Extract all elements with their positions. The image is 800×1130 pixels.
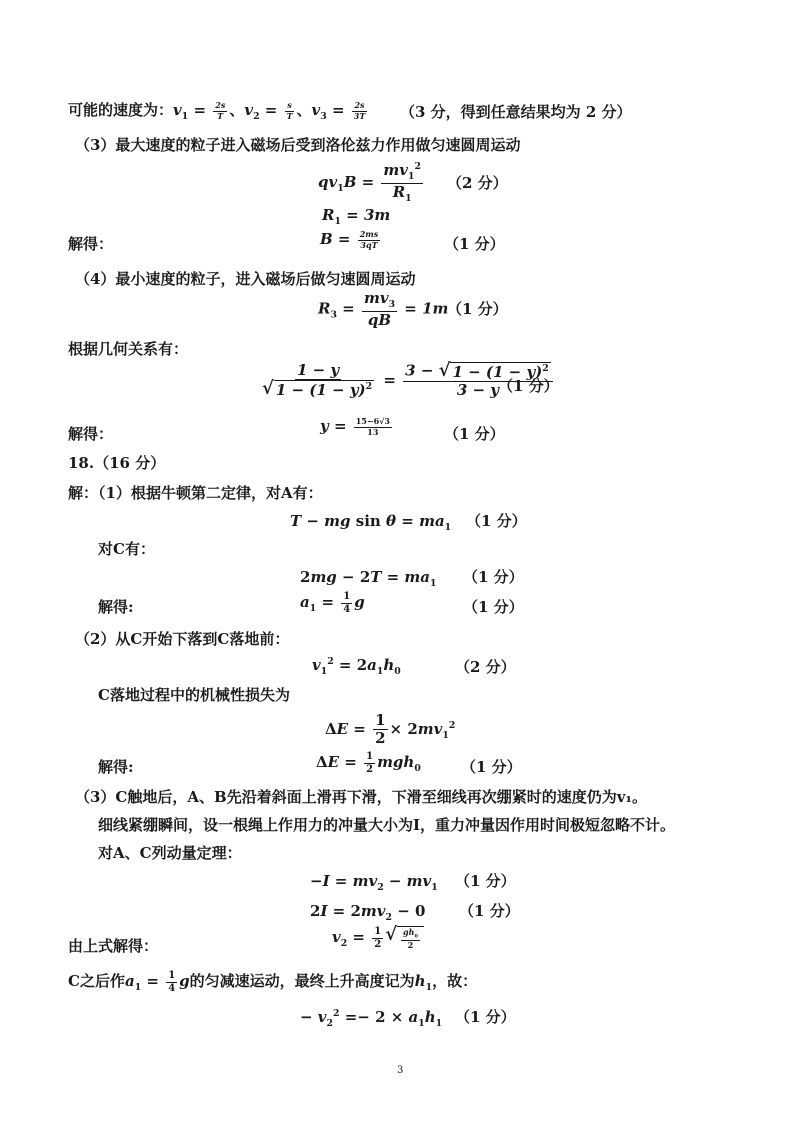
part3b-line2: 细线紧绷瞬间，设一根绳上作用力的冲量大小为I，重力冲量因作用时间极短忽略不计。 — [98, 816, 676, 834]
score-newton-c: （1 分） — [463, 568, 524, 586]
score-y: （1 分） — [444, 425, 505, 443]
r3-equation: $R_3$ = $\frac{mv_3}{qB}$ = 1m — [318, 289, 449, 329]
part2-heading: （2）从C开始下落到C落地前： — [75, 630, 290, 648]
r3-value: 1m — [422, 299, 449, 318]
score-a1: （1 分） — [463, 598, 524, 616]
final-line — [68, 970, 477, 994]
solve-label-a1: 解得: — [98, 598, 134, 616]
part3b-line1: （3）C触地后，A、B先沿着斜面上滑再下滑，下滑至细线再次绷紧时的速度仍为v₁。 — [75, 788, 647, 806]
score-r3: （1 分） — [447, 300, 508, 318]
newton-a-equation: T − mg $\sin \theta = ma_1$ — [290, 512, 452, 533]
q18-intro: 解：（1）根据牛顿第二定律，对A有： — [68, 484, 323, 502]
de-result-equation: ΔE = $\frac{1}{2}$ mgh$_0$ — [316, 751, 421, 775]
speed-v3: $v_3$ = — [311, 101, 350, 122]
final-h1: $h_1$ — [414, 972, 433, 993]
momentum-c-equation: $2I = 2mv_2 - 0$ — [310, 902, 426, 923]
v2-equation: $v_2$ = $\frac{1}{2}$ √ $\frac{gh_0}{2}$ — [332, 926, 424, 950]
frac-2s-over-3T: $\frac{2s}{3T}$ — [353, 100, 366, 121]
geometry-line: 根据几何关系有： — [68, 340, 189, 358]
final-line-pre: C之后作 — [68, 972, 125, 990]
speed-v1: $v_1$ = — [173, 101, 212, 122]
lorentz-equation: $qv_1B$ = $\frac{mv_1^2}{R_1}$ — [318, 161, 421, 204]
sep-1: 、 — [229, 101, 245, 119]
score-momentum-c: （1 分） — [459, 902, 520, 920]
score-geometry: （1 分） — [498, 377, 559, 395]
derive-line: 由上式解得： — [68, 937, 159, 955]
solve-label-de: 解得: — [98, 758, 134, 776]
score-lorentz: （2 分） — [447, 174, 508, 192]
score-kinematics: （2 分） — [455, 658, 516, 676]
energy-loss-line: C落地过程中的机械性损失为 — [98, 686, 290, 704]
frac-s-over-T: $\frac{s}{T}$ — [286, 100, 293, 121]
score-b: （1 分） — [444, 235, 505, 253]
part4-heading: （4）最小速度的粒子，进入磁场后做匀速圆周运动 — [75, 270, 416, 288]
r1-equation: $R_1 = 3m$ — [322, 206, 391, 227]
final-a1: $a_1$ = — [124, 972, 165, 993]
q18-heading: 18.（16 分） — [68, 454, 166, 472]
score-newton-a: （1 分） — [466, 512, 527, 530]
frac-2s-over-T: $\frac{2s}{T}$ — [215, 100, 226, 121]
momentum-line: 对A、C列动量定理： — [98, 844, 242, 862]
final-line-post: 的匀减速运动，最终上升高度记为 — [189, 972, 415, 990]
solve-label-y: 解得： — [68, 425, 114, 443]
sep-2: 、 — [296, 101, 312, 119]
speed-v2: $v_2$ = — [244, 101, 283, 122]
r1-value: 3m — [363, 206, 391, 224]
y-equation: y = $\frac{15-6√3}{13}$ — [320, 416, 390, 437]
a1-equation: $a_1$ = $\frac{1}{4}$ g — [300, 591, 365, 615]
possible-speeds-line — [68, 101, 369, 122]
final-line-end: ，故： — [432, 972, 478, 990]
momentum-a-equation: $-I = mv_2 - mv_1$ — [310, 872, 438, 893]
geometry-equation: 1 − y √ $1 - (1 - y)^2$ = 3 − √ $1 - (1 - y)^2$ 3 − y — [258, 362, 555, 400]
part3-heading: （3）最大速度的粒子进入磁场后受到洛伦兹力作用做匀速圆周运动 — [75, 136, 521, 154]
score-final: （1 分） — [455, 1008, 516, 1026]
final-g: g — [179, 972, 190, 990]
newton-c-equation: $2mg - 2T = ma_1$ — [300, 568, 437, 589]
energy-equation: ΔE = $\frac{1}{2}$ × $2mv_1^2$ — [325, 711, 456, 748]
kinematics-equation: $v_1^2 = 2a_1h_0$ — [312, 656, 401, 677]
final-equation: − $v_2^2 =- 2 \times a_1h_1$ — [300, 1008, 443, 1029]
speeds-label: 可能的速度为： — [68, 101, 174, 119]
page-number: 3 — [397, 1065, 404, 1076]
b-equation: B = $\frac{2ms}{3qT}$ — [320, 229, 379, 250]
speeds-score: （3 分，得到任意结果均为 2 分） — [400, 103, 632, 121]
score-momentum-a: （1 分） — [455, 872, 516, 890]
for-c-line: 对C有： — [98, 540, 155, 558]
final-frac: $\frac{1}{4}$ — [168, 970, 176, 994]
solve-label-b: 解得： — [68, 235, 114, 253]
score-de: （1 分） — [461, 758, 522, 776]
